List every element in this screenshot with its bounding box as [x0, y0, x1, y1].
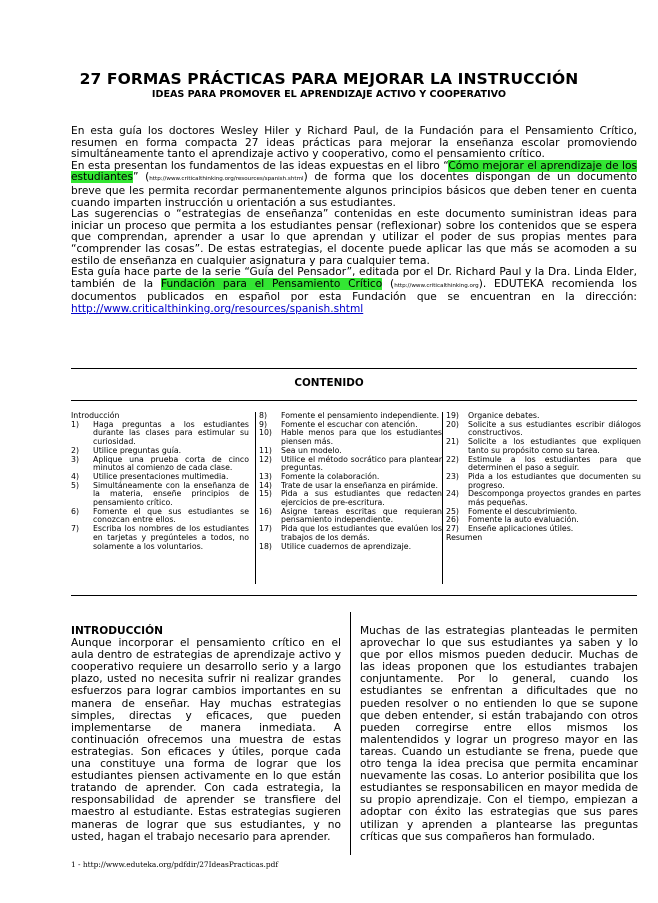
foundation-url-link[interactable]: http://www.criticalthinking.org — [394, 282, 479, 289]
toc-item[interactable] — [259, 508, 442, 525]
intro-p4-text-c: ). EDUTEKA recomienda los documentos publicados en español por esta Fundación que se encuentran en la dirección: — [71, 277, 637, 304]
toc-introduction[interactable]: Introducción — [71, 411, 120, 420]
toc-item-number: 21) — [446, 437, 459, 447]
intro-p2-text-c: ) de forma que los docentes dispongan de un documento breve que les permita recordar permanentemente algunos principios básicos que deben tener en cuenta cuando imparten instrucción u orientación a sus estudiantes. — [71, 171, 637, 209]
toc-item[interactable] — [446, 456, 641, 473]
contents-column-3 — [442, 412, 641, 584]
toc-item-number: 7) — [71, 524, 80, 534]
toc-item-number: 24) — [446, 489, 459, 499]
toc-item-text: Haga preguntas a los estudiantes durante las clases para estimular su curiosidad. — [93, 419, 249, 447]
toc-item-text: Utilice cuadernos de aprendizaje. — [281, 541, 412, 551]
toc-item-text: Hable menos para que los estudiantes piensen más. — [281, 428, 442, 447]
toc-item-text: Fomente el pensamiento independiente. — [281, 411, 440, 420]
toc-item-text: Fomente el escuchar con atención. — [281, 419, 418, 429]
section-heading: INTRODUCCIÓN — [71, 625, 163, 637]
intro-p2-text-a: En esta presentan los fundamentos de las ideas expuestas en el libro “ — [71, 159, 449, 172]
toc-item-text: Solicite a sus estudiantes escribir diálogos constructivos. — [468, 419, 641, 438]
contents-divider — [71, 400, 637, 401]
toc-item-text: Estimule a los estudiantes para que determinen el paso a seguir. — [468, 454, 641, 473]
toc-item[interactable] — [446, 438, 641, 455]
toc-item-number: 20) — [446, 419, 459, 429]
bottom-divider — [71, 595, 637, 596]
toc-item-number: 19) — [446, 411, 459, 420]
toc-item-number: 27) — [446, 524, 459, 534]
toc-item-number: 10) — [259, 428, 272, 438]
toc-item[interactable] — [71, 482, 249, 508]
toc-item-text: Fomente el descubrimiento. — [468, 506, 578, 516]
body-right-column — [360, 625, 638, 843]
toc-item[interactable] — [71, 456, 249, 473]
toc-item-number: 4) — [71, 471, 80, 481]
contents-title: CONTENIDO — [294, 377, 364, 389]
toc-item-text: Solicite a los estudiantes que expliquen tanto su propósito como su tarea. — [468, 437, 641, 455]
intro-p4-text-a: Esta guía hace parte de la serie “Guía del Pensador”, editada por el Dr. Richard Paul y la Dra. Linda Elder, también de la — [71, 266, 637, 290]
toc-item-text: Aplique una prueba corta de cinco minutos al comienzo de cada clase. — [93, 454, 249, 473]
intro-p4-text-b: ( — [382, 277, 395, 290]
document-title: 27 FORMAS PRÁCTICAS PARA MEJORAR LA INSTRUCCIÓN — [79, 70, 579, 88]
toc-item[interactable] — [259, 490, 442, 507]
toc-item-text: Utilice el método socrático para plantear preguntas. — [281, 454, 442, 473]
toc-item-number: 23) — [446, 471, 459, 481]
toc-item[interactable] — [446, 421, 641, 438]
intro-paragraph-3: Las sugerencias o “estrategias de enseñanza” contenidas en este documento suministran ideas para iniciar un proceso que permita a los estudiantes pensar (reflexionar) sobre los contenidos que se espera que comprendan, aprender a usar lo que aprendan y utilizar el poder de sus propias mentes para “comprender las cosas”. De estas estrategias, el docente puede aplicar las que más se acomoden a su estilo de enseñanza en cualquier asignatura y para cualquier tema. — [71, 208, 637, 267]
contents-column-1 — [71, 412, 249, 551]
toc-item-text: Organice debates. — [468, 411, 540, 420]
toc-item-number: 12) — [259, 454, 272, 464]
toc-item-number: 16) — [259, 506, 272, 516]
toc-item-number: 13) — [259, 471, 272, 481]
toc-item-number: 5) — [71, 480, 80, 490]
body-left-text: Aunque incorporar el pensamiento crítico en el aula dentro de estrategias de aprendizaje activo y cooperativo requiere un desarrollo serio y a largo plazo, usted no necesita sufrir ni realizar grandes esfuerzos para lograr cambios importantes en su manera de enseñar. Hay muchas estrategias simples, directas y eficaces, que pueden implementarse de manera inmediata. A continuación ofrecemos una muestra de estas estrategias. Son eficaces y útiles, porque cada una constituye una forma de lograr que los estudiantes piensen activamente en lo que están tratando de aprender. Con cada estrategia, la responsabilidad de aprender se transfiere del maestro al estudiante. Estas estrategias sugieren maneras de lograr que sus estudiantes, y no usted, hagan el trabajo necesario para aprender. — [71, 637, 341, 843]
toc-item-number: 15) — [259, 489, 272, 499]
toc-item[interactable] — [259, 429, 442, 446]
toc-item-text: Trate de usar la enseñanza en pirámide. — [281, 480, 438, 490]
toc-item-number: 9) — [259, 419, 268, 429]
page-footer: 1 - http://www.eduteka.org/pdfdir/27IdeasPracticas.pdf — [71, 860, 279, 869]
toc-item-text: Escriba los nombres de los estudiantes en tarjetas y pregúnteles a todos, no solamente a los voluntarios. — [93, 524, 249, 551]
contents-column-2 — [255, 412, 442, 584]
intro-p2-text-b: ” ( — [132, 171, 150, 184]
toc-item-text: Fomente la colaboración. — [281, 471, 380, 481]
toc-item-number: 18) — [259, 541, 272, 551]
toc-item-text: Fomente el que sus estudiantes se conozcan entre ellos. — [93, 506, 249, 525]
toc-item-number: 11) — [259, 445, 272, 455]
toc-item-number: 25) — [446, 506, 459, 516]
toc-item-number: 6) — [71, 506, 80, 516]
toc-summary[interactable]: Resumen — [446, 532, 483, 542]
intro-paragraph-1: En esta guía los doctores Wesley Hiler y Richard Paul, de la Fundación para el Pensamiento Crítico, resumen en forma compacta 27 ideas prácticas para mejorar la enseñanza escolar promoviendo simultáneamente tanto el aprendizaje activo y cooperativo, como el pensamiento crítico. — [71, 125, 637, 161]
toc-item-text: Fomente la auto evaluación. — [468, 515, 579, 525]
spanish-resources-link[interactable]: http://www.criticalthinking.org/resources/spanish.shtml — [71, 302, 364, 315]
column-divider — [350, 612, 351, 855]
book-link[interactable]: Cómo mejorar el aprendizaje de los estudiantes — [71, 159, 637, 184]
body-right-text: Muchas de las estrategias planteadas le permiten aprovechar lo que sus estudiantes ya saben y lo que por ellos mismos pueden deducir. Muchas de las ideas proponen que los estudiantes trabajen conjuntamente. Por lo general, cuando los estudiantes se enfrentan a dificultades que no pueden resolver o no entienden lo que se supone que deben entender, si están trabajando con otros pueden corregirse entre ellos mismos los malentendidos y lograr un progreso mayor en las tareas. Cuando un estudiante se frena, puede que otro tenga la idea precisa que permita encaminar nuevamente las cosas. Lo anterior posibilita que los estudiantes se responsabilicen en mayor medida de su propio aprendizaje. Con el tiempo, empiezan a adoptar con éxito las estrategias que sus pares utilizan y aprenden a plantearse las preguntas críticas que sus compañeros han formulado. — [360, 625, 638, 843]
toc-item-number: 3) — [71, 454, 80, 464]
toc-item-text: Simultáneamente con la enseñanza de la materia, enseñe principios de pensamiento crítico. — [93, 480, 249, 508]
toc-item-text: Descomponga proyectos grandes en partes más pequeñas. — [468, 489, 641, 508]
toc-item-number: 17) — [259, 524, 272, 534]
toc-item-text: Utilice preguntas guía. — [93, 445, 182, 455]
toc-item[interactable] — [71, 525, 249, 551]
toc-item[interactable] — [71, 421, 249, 447]
toc-item-number: 8) — [259, 411, 268, 420]
document-subtitle: IDEAS PARA PROMOVER EL APRENDIZAJE ACTIVO Y COOPERATIVO — [151, 89, 507, 100]
toc-item-text: Asigne tareas escritas que requieran pensamiento independiente. — [281, 506, 442, 525]
toc-item-number: 1) — [71, 419, 80, 429]
body-left-column — [71, 625, 341, 843]
intro-section — [71, 126, 637, 316]
toc-item[interactable] — [259, 456, 442, 473]
toc-item-number: 14) — [259, 480, 272, 490]
toc-item[interactable] — [446, 490, 641, 507]
toc-item-text: Utilice presentaciones multimedia. — [93, 471, 229, 481]
toc-item[interactable] — [259, 525, 442, 542]
toc-item-text: Pida a sus estudiantes que redacten ejercicios de pre-escritura. — [281, 489, 442, 508]
intro-paragraph-4 — [71, 267, 637, 315]
foundation-link[interactable]: Fundación para el Pensamiento Crítico — [160, 277, 383, 290]
intro-paragraph-2 — [71, 161, 637, 209]
toc-item-text: Pida a los estudiantes que documenten su progreso. — [468, 471, 641, 490]
book-url-link[interactable]: http://www.criticalthinking.org/resources/spanish.shtml — [149, 176, 304, 183]
toc-item-number: 2) — [71, 445, 80, 455]
toc-item-text: Enseñe aplicaciones útiles. — [468, 524, 574, 534]
toc-item-number: 22) — [446, 454, 459, 464]
toc-item-text: Sea un modelo. — [281, 445, 342, 455]
toc-item[interactable] — [446, 473, 641, 490]
toc-item-number: 26) — [446, 515, 459, 525]
toc-item[interactable] — [71, 508, 249, 525]
toc-item[interactable] — [259, 543, 442, 552]
top-divider — [71, 368, 637, 369]
toc-item-text: Pida que los estudiantes que evalúen los trabajos de los demás. — [281, 524, 442, 542]
